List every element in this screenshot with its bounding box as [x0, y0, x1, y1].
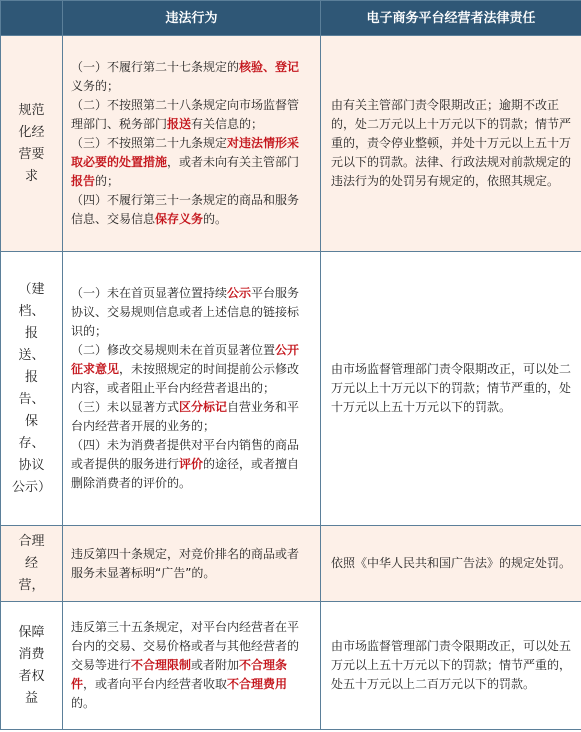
violation-text: （二）不按照第二十八条规定向市场监督管理部门、税务部门 [71, 98, 300, 131]
highlight-text: 区分标记 [179, 400, 228, 414]
violation-text: 违反第四十条规定，对竞价排名的商品或者服务未显著标明“广告”的。 [71, 546, 300, 580]
highlight-text: 评价 [179, 457, 204, 471]
violation-text: 有关信息的； [191, 117, 264, 131]
highlight-text: 对违法情形采取必要的处置措施 [71, 136, 300, 169]
violation-text: 的途径，或者擅自删除消费者的评价的。 [71, 457, 300, 490]
violation-text: （四）不履行第三十一条规定的商品和服务信息、交易信息 [71, 193, 300, 226]
highlight-text: 保存义务 [155, 212, 204, 226]
category-line: 保 [24, 413, 38, 429]
category-line: 报 [24, 325, 38, 341]
category-line: 告、 [18, 391, 45, 407]
category-line: 消费 [18, 646, 45, 662]
row-liability: 由有关主管部门责令限期改正；逾期不改正的，处二万元以上十万元以下的罚款；情节严重的，责令停业整顿，并处十万元以上五十万元以下的罚款。法律、行政法规对前款规定的违法行为的处罚另有规定的，依照其规定。 [321, 36, 581, 252]
violation-text: 的。 [71, 696, 96, 710]
row-violation [63, 252, 321, 526]
category-line: 报 [24, 369, 38, 385]
table-row [1, 602, 581, 730]
header-corner-cell [1, 1, 63, 36]
category-line: 益 [24, 690, 38, 706]
highlight-text: 公开征求意见 [71, 343, 300, 376]
violation-text: （一）不履行第二十七条规定的 [71, 60, 240, 74]
violation-text: ，或者未向有关主管部门 [167, 155, 300, 169]
category-line: 化经 [18, 124, 45, 140]
highlight-text: 报送 [167, 117, 192, 131]
category-line: 求 [24, 168, 38, 184]
category-line: 公示） [11, 479, 51, 495]
violation-text: 自营业务和平台内经营者开展的业务的； [71, 400, 300, 433]
category-line: 经 [24, 555, 38, 571]
violation-text: 的。 [203, 212, 228, 226]
row-category [1, 252, 63, 526]
table-header-row [1, 1, 581, 36]
category-line: 者权 [18, 668, 45, 684]
highlight-text: 不合理费用 [227, 677, 288, 691]
violation-text: 义务的； [71, 79, 120, 93]
row-liability: 由市场监督管理部门责令限期改正，可以处五万元以上五十万元以下的罚款；情节严重的，处五十万元以上二百万元以下的罚款。 [321, 602, 581, 730]
highlight-text: 核验、登记 [239, 60, 300, 74]
violation-text: （四）未为消费者提供对平台内销售的商品或者提供的服务进行 [71, 438, 300, 471]
row-category [1, 602, 63, 730]
violation-text: ，未按照规定的时间提前公示修改内容，或者阻止平台内经营者退出的； [71, 362, 300, 395]
category-line: 保障 [18, 624, 45, 640]
category-line: 送、 [18, 347, 45, 363]
violation-text: 违反第三十五条规定，对平台内经营者在平台内的交易、交易价格或者与其他经营者的交易等进行 [71, 620, 300, 672]
row-liability: 由市场监督管理部门责令限期改正，可以处二万元以上十万元以下的罚款；情节严重的，处十万元以上五十万元以下的罚款。 [321, 252, 581, 526]
category-line: （建 [18, 281, 45, 297]
violation-text: 的； [95, 174, 120, 188]
category-line: 规范 [18, 102, 45, 118]
highlight-text: 报告 [71, 174, 96, 188]
violation-text: 平台服务协议、交易规则信息或者上述信息的链接标识的； [71, 286, 300, 338]
highlight-text: 公示 [227, 286, 252, 300]
category-line: 协议 [18, 457, 45, 473]
table-row [1, 526, 581, 602]
highlight-text: 不合理条件 [71, 658, 288, 691]
violation-text: ，或者向平台内经营者收取 [83, 677, 228, 691]
violation-text: 或者附加 [191, 658, 240, 672]
highlight-text: 不合理限制 [131, 658, 192, 672]
violation-text: （三）未以显著方式 [71, 400, 180, 414]
row-category [1, 36, 63, 252]
category-line: 合理 [18, 533, 45, 549]
row-violation [63, 36, 321, 252]
category-line: 存、 [18, 435, 45, 451]
table-row [1, 252, 581, 526]
table-row [1, 36, 581, 252]
row-liability: 依照《中华人民共和国广告法》的规定处罚。 [321, 526, 581, 602]
row-violation [63, 602, 321, 730]
category-line: 档、 [18, 303, 45, 319]
header-liability: 电子商务平台经营者法律责任 [321, 1, 581, 36]
row-category [1, 526, 63, 602]
row-violation [63, 526, 321, 602]
violation-text: （二）修改交易规则未在首页显著位置 [71, 343, 276, 357]
violation-text: （一）未在首页显著位置持续 [71, 286, 228, 300]
header-violation: 违法行为 [63, 1, 321, 36]
category-line: 营， [18, 577, 45, 593]
category-line: 营要 [18, 146, 45, 162]
violation-text: （三）不按照第二十九条规定 [71, 136, 228, 150]
